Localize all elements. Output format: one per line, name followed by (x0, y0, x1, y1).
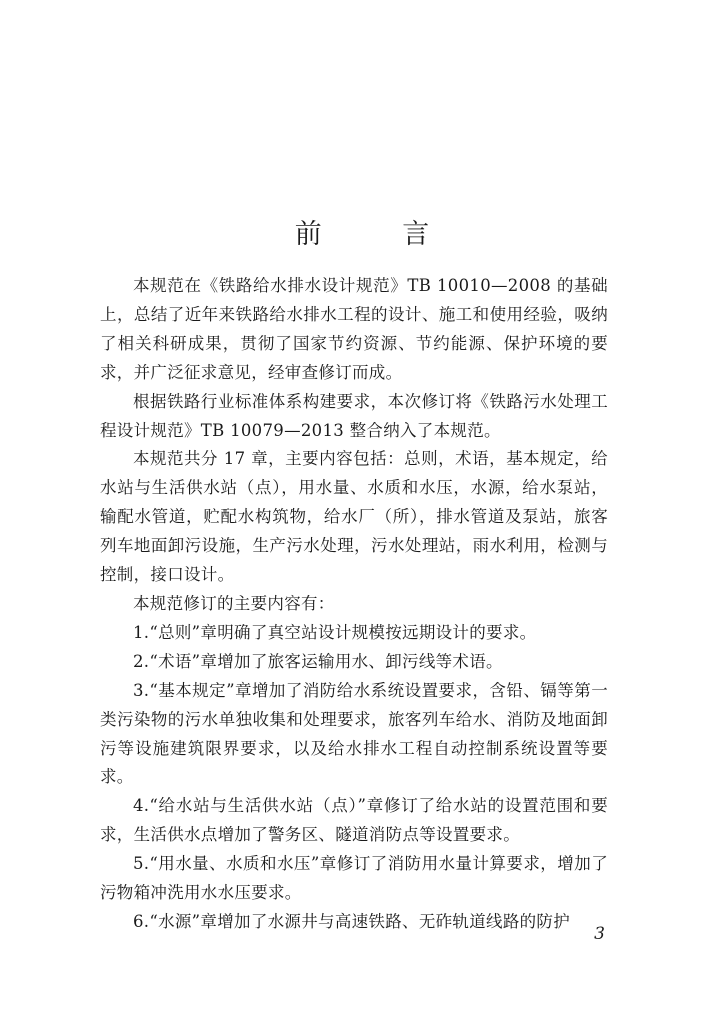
paragraph: 根据铁路行业标准体系构建要求，本次修订将《铁路污水处理工程设计规范》TB 10079—2013 整合纳入了本规范。 (100, 391, 608, 440)
list-item: 2.“术语”章增加了旅客运输用水、卸污线等术语。 (133, 651, 503, 671)
paragraph: 本规范修订的主要内容有： (133, 593, 335, 613)
list-item: 4.“给水站与生活供水站（点）”章修订了给水站的设置范围和要求，生活供水点增加了警务区、隧道消防点等设置要求。 (100, 796, 608, 845)
page-title: 前 言 (294, 219, 466, 250)
list-item: 5.“用水量、水质和水压”章修订了消防用水量计算要求，增加了污物箱冲洗用水水压要求。 (100, 854, 608, 903)
paragraph: 本规范在《铁路给水排水设计规范》TB 10010—2008 的基础上，总结了近年来铁路给水排水工程的设计、施工和使用经验，吸纳了相关科研成果，贯彻了国家节约资源、节约能源、保护环境的要求，并广泛征求意见，经审查修订而成。 (100, 276, 608, 382)
paragraph: 本规范共分 17 章，主要内容包括：总则，术语，基本规定，给水站与生活供水站（点），用水量、水质和水压，水源，给水泵站，输配水管道，贮配水构筑物，给水厂（所），排水管道及泵站，旅客列车地面卸污设施，生产污水处理，污水处理站，雨水利用，检测与控制，接口设计。 (100, 449, 608, 585)
list-item: 6.“水源”章增加了水源井与高速铁路、无砟轨道线路的防护 (133, 911, 571, 931)
list-item: 3.“基本规定”章增加了消防给水系统设置要求，含铅、镉等第一类污染物的污水单独收集和处理要求，旅客列车给水、消防及地面卸污等设施建筑限界要求，以及给水排水工程自动控制系统设置等要求。 (100, 680, 608, 787)
page-number: 3 (594, 924, 605, 944)
list-item: 1.“总则”章明确了真空站设计规模按远期设计的要求。 (133, 622, 537, 642)
body-text (100, 272, 608, 937)
